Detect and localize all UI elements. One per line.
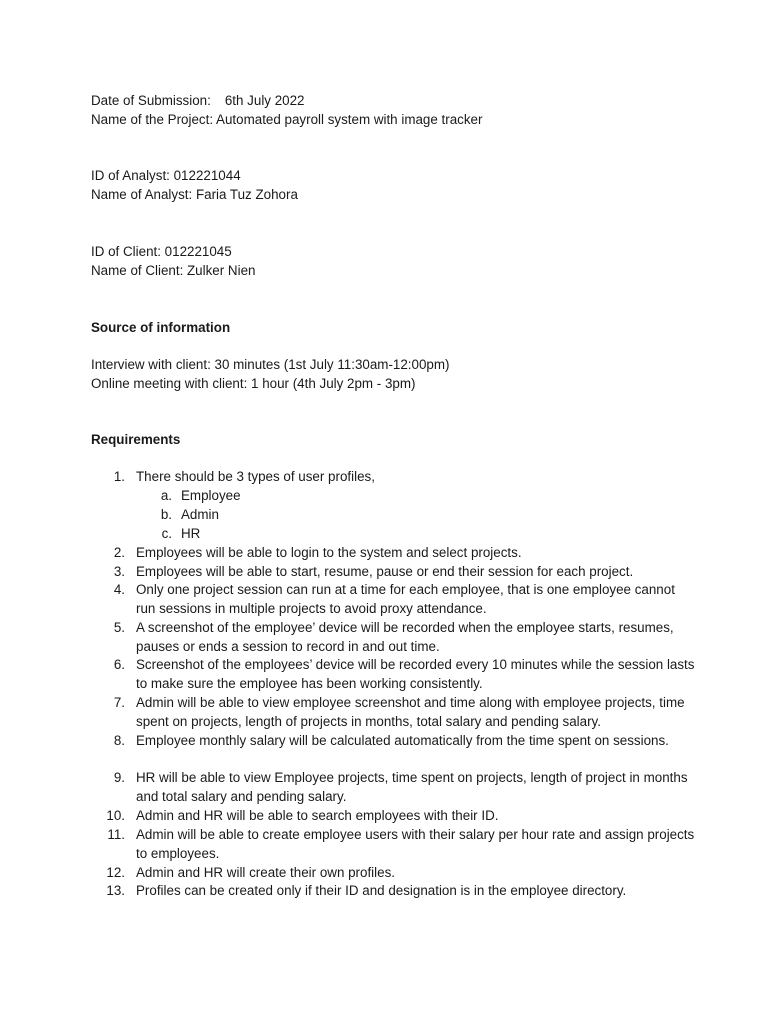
requirement-number: 10. bbox=[106, 808, 125, 823]
source-heading: Source of information bbox=[91, 320, 231, 335]
profile-type-letter: b. bbox=[160, 507, 172, 522]
requirement-text: There should be 3 types of user profiles, bbox=[136, 469, 375, 484]
requirement-text: Employee monthly salary will be calculated automatically from the time spent on sessions. bbox=[136, 733, 669, 748]
requirement-number: 3. bbox=[113, 564, 125, 579]
requirement-text: Profiles can be created only if their ID and designation is in the employee directory. bbox=[136, 883, 627, 898]
profile-type-letter: a. bbox=[160, 488, 172, 503]
requirement-number: 8. bbox=[113, 733, 125, 748]
requirement-number: 9. bbox=[113, 770, 125, 785]
requirement-text: Admin and HR will be able to search employees with their ID. bbox=[136, 808, 499, 823]
submission-date-label: Date of Submission: bbox=[91, 93, 211, 108]
analyst-name-line: Name of Analyst: Faria Tuz Zohora bbox=[91, 187, 298, 202]
requirement-number: 7. bbox=[113, 695, 125, 710]
requirement-number: 13. bbox=[106, 883, 125, 898]
requirement-text: Admin and HR will create their own profiles. bbox=[136, 865, 395, 880]
requirement-number: 11. bbox=[107, 827, 125, 842]
analyst-id-line: ID of Analyst: 012221044 bbox=[91, 168, 241, 183]
profile-type-text: Employee bbox=[181, 488, 241, 503]
source-line: Interview with client: 30 minutes (1st July 11:30am-12:00pm) bbox=[91, 357, 450, 372]
profile-type-letter: c. bbox=[161, 526, 172, 541]
requirement-number: 6. bbox=[113, 657, 125, 672]
requirement-text: Employees will be able to start, resume, pause or end their session for each project. bbox=[136, 564, 634, 579]
requirement-text: Only one project session can run at a time for each employee, that is one employee cannot run sessions in multiple projects to avoid proxy attendance. bbox=[136, 582, 675, 616]
requirement-number: 4. bbox=[113, 582, 125, 597]
submission-date-line bbox=[91, 91, 305, 110]
requirement-number: 5. bbox=[113, 620, 125, 635]
profile-type-text: HR bbox=[181, 526, 201, 541]
requirement-text: HR will be able to view Employee projects, time spent on projects, length of project in months and total salary and pending salary. bbox=[136, 770, 688, 804]
profile-type-text: Admin bbox=[181, 507, 219, 522]
project-name-line: Name of the Project: Automated payroll system with image tracker bbox=[91, 112, 483, 127]
requirement-text: Admin will be able to create employee users with their salary per hour rate and assign projects to employees. bbox=[136, 827, 695, 861]
requirement-number: 1. bbox=[113, 469, 125, 484]
requirements-heading: Requirements bbox=[91, 432, 181, 447]
requirement-number: 12. bbox=[106, 865, 125, 880]
requirement-text: A screenshot of the employee’ device will be recorded when the employee starts, resumes, pauses or ends a session to record in and out time. bbox=[136, 620, 674, 654]
client-id-line: ID of Client: 012221045 bbox=[91, 244, 232, 259]
client-name-line: Name of Client: Zulker Nien bbox=[91, 263, 256, 278]
submission-date-value: 6th July 2022 bbox=[224, 93, 305, 108]
requirement-text: Employees will be able to login to the system and select projects. bbox=[136, 545, 522, 560]
source-line: Online meeting with client: 1 hour (4th July 2pm - 3pm) bbox=[91, 376, 416, 391]
requirement-text: Screenshot of the employees’ device will be recorded every 10 minutes while the session lasts to make sure the employee has been working consistently. bbox=[136, 657, 695, 691]
requirement-number: 2. bbox=[113, 545, 125, 560]
requirement-text: Admin will be able to view employee screenshot and time along with employee projects, time spent on projects, length of projects in months, total salary and pending salary. bbox=[136, 695, 685, 729]
